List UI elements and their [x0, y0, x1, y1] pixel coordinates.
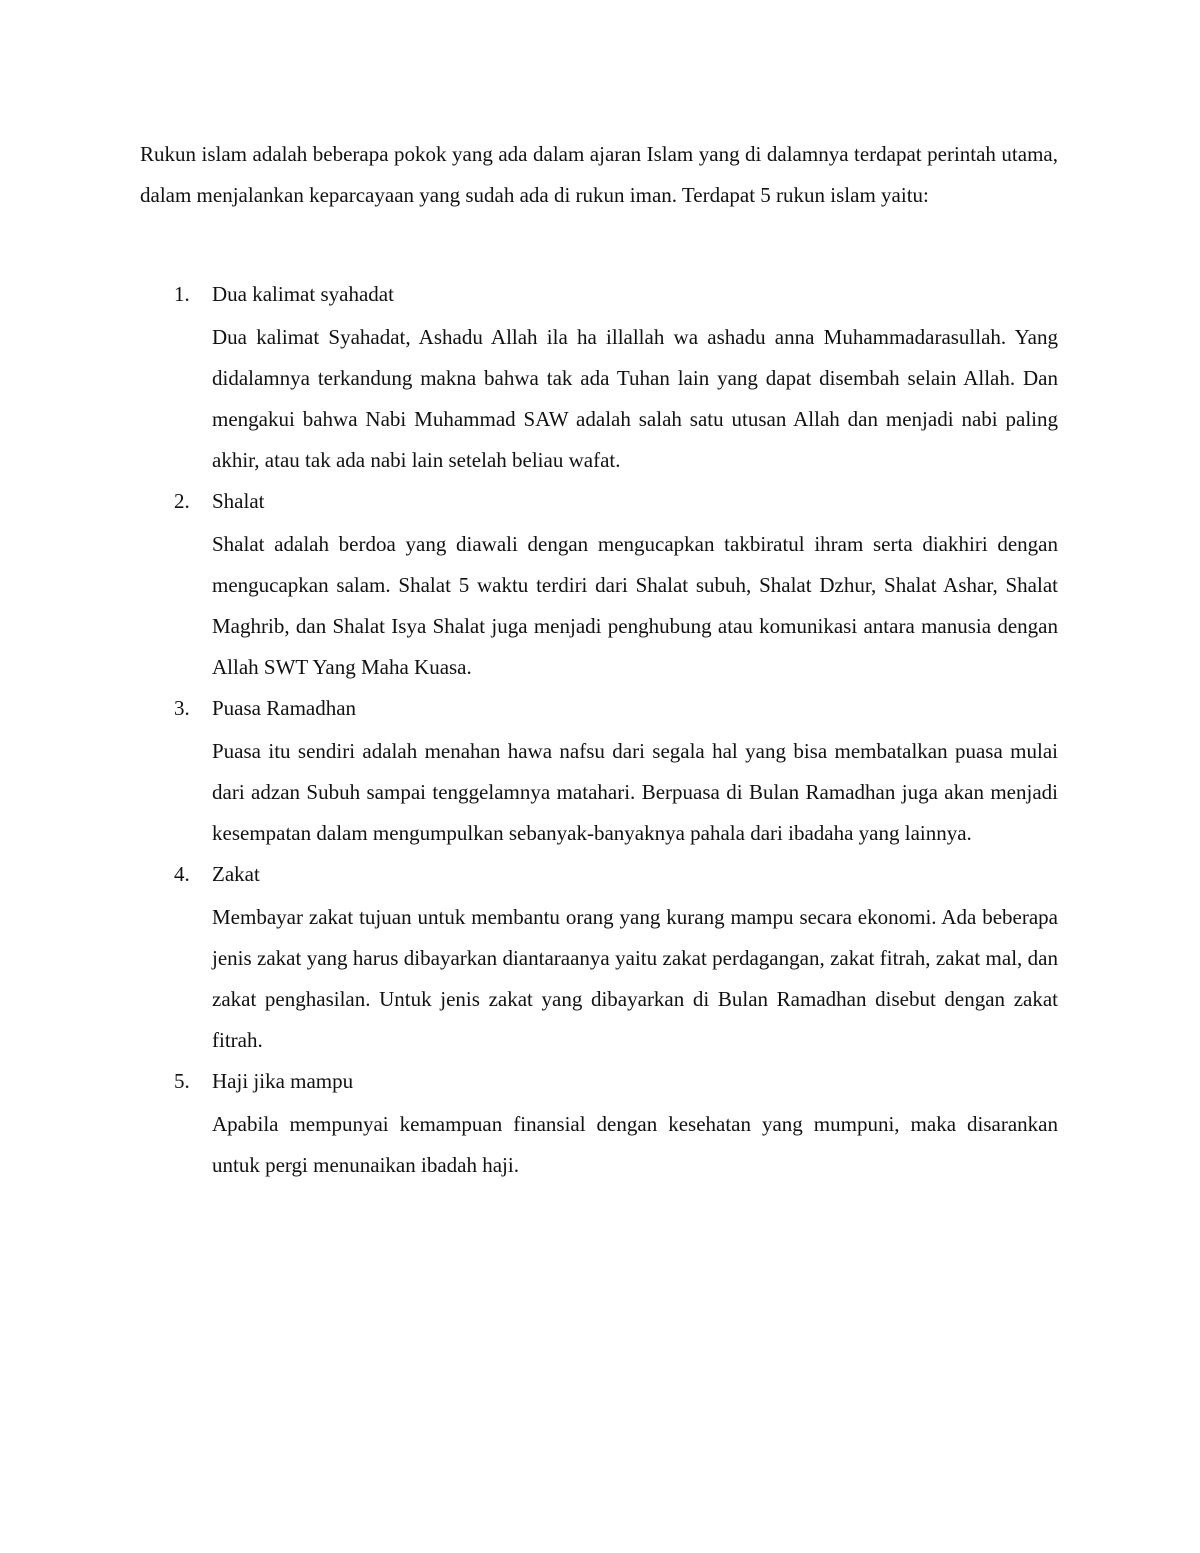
list-item-description: Puasa itu sendiri adalah menahan hawa nafsu dari segala hal yang bisa membatalkan puasa mulai dari adzan Subuh sampai tenggelamnya matahari. Berpuasa di Bulan Ramadhan juga akan menjadi kesempatan dalam mengumpulkan sebanyak-banyaknya pahala dari ibadaha yang lainnya. [212, 739, 1058, 845]
list-item-description: Apabila mempunyai kemampuan finansial dengan kesehatan yang mumpuni, maka disarankan untuk pergi menunaikan ibadah haji. [212, 1112, 1058, 1177]
list-item-number: 3. [174, 696, 190, 720]
list-item-number: 2. [174, 489, 190, 513]
list-item-title: Shalat [212, 489, 265, 513]
list-item-number: 5. [174, 1069, 190, 1093]
list-item-description: Membayar zakat tujuan untuk membantu orang yang kurang mampu secara ekonomi. Ada beberapa jenis zakat yang harus dibayarkan diantaraanya yaitu zakat perdagangan, zakat fitrah, zakat mal, dan zakat penghasilan. Untuk jenis zakat yang dibayarkan di Bulan Ramadhan disebut dengan zakat fitrah. [212, 905, 1058, 1052]
intro-paragraph: Rukun islam adalah beberapa pokok yang ada dalam ajaran Islam yang di dalamnya terdapat perintah utama, dalam menjalankan keparcayaan yang sudah ada di rukun iman. Terdapat 5 rukun islam yaitu: [140, 142, 1058, 207]
list-item-zakat [140, 854, 1058, 1061]
list-item-shalat [140, 481, 1058, 688]
list-item-description: Shalat adalah berdoa yang diawali dengan mengucapkan takbiratul ihram serta diakhiri dengan mengucapkan salam. Shalat 5 waktu terdiri dari Shalat subuh, Shalat Dzhur, Shalat Ashar, Shalat Maghrib, dan Shalat Isya Shalat juga menjadi penghubung atau komunikasi antara manusia dengan Allah SWT Yang Maha Kuasa. [212, 532, 1058, 679]
list-item-title: Zakat [212, 862, 260, 886]
list-item-title: Haji jika mampu [212, 1069, 354, 1093]
list-item-puasa [140, 688, 1058, 854]
list-item-description: Dua kalimat Syahadat, Ashadu Allah ila ha illallah wa ashadu anna Muhammadarasullah. Yang didalamnya terkandung makna bahwa tak ada Tuhan lain yang dapat disembah selain Allah. Dan mengakui bahwa Nabi Muhammad SAW adalah salah satu utusan Allah dan menjadi nabi paling akhir, atau tak ada nabi lain setelah beliau wafat. [212, 325, 1058, 472]
rukun-islam-list [140, 274, 1058, 1186]
list-item-syahadat [140, 274, 1058, 481]
list-item-title: Puasa Ramadhan [212, 696, 357, 720]
list-item-number: 4. [174, 862, 190, 886]
list-item-title: Dua kalimat syahadat [212, 282, 394, 306]
list-item-number: 1. [174, 282, 190, 306]
list-item-haji [140, 1061, 1058, 1186]
